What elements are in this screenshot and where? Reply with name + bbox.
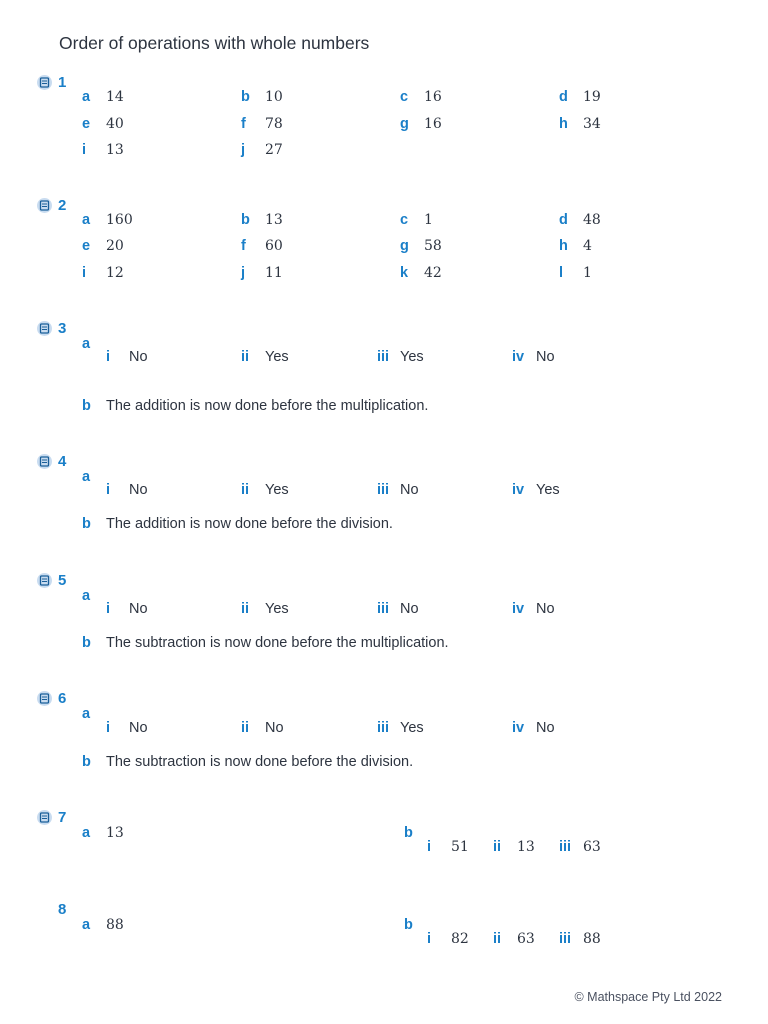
part-label: a [82, 917, 91, 933]
video-reel-icon[interactable] [37, 691, 52, 706]
part-value: 78 [265, 116, 283, 132]
subpart-value: 63 [517, 931, 535, 947]
part-label: a [82, 706, 91, 722]
subpart-label: i [106, 601, 111, 617]
part-value: 4 [583, 238, 592, 254]
part-label: b [82, 754, 91, 770]
part-label: g [400, 116, 409, 132]
part-value: 1 [583, 265, 592, 281]
page-title: Order of operations with whole numbers [59, 33, 370, 53]
subpart-label: ii [241, 720, 250, 736]
subpart-value: No [265, 720, 284, 736]
part-label: c [400, 212, 409, 228]
subpart-value: 63 [583, 839, 601, 855]
subpart-value: No [129, 720, 148, 736]
subpart-value: No [400, 482, 419, 498]
subpart-value: No [129, 482, 148, 498]
subpart-label: iv [512, 601, 525, 617]
part-value: 11 [265, 265, 283, 281]
question-number: 8 [58, 901, 67, 918]
subpart-label: i [106, 349, 111, 365]
part-label: b [241, 89, 250, 105]
part-answer-text: The subtraction is now done before the multiplication. [106, 635, 449, 651]
part-value: 48 [583, 212, 601, 228]
subpart-label: iii [377, 349, 390, 365]
subpart-label: iii [377, 601, 390, 617]
part-label: f [241, 238, 246, 254]
question-number: 3 [58, 320, 67, 337]
part-label: l [559, 265, 564, 281]
subpart-value: Yes [265, 482, 289, 498]
subpart-value: No [129, 601, 148, 617]
part-label: d [559, 89, 568, 105]
subpart-label: iv [512, 349, 525, 365]
part-value: 14 [106, 89, 124, 105]
subpart-value: 13 [517, 839, 535, 855]
part-value: 13 [265, 212, 283, 228]
part-label: j [241, 142, 246, 158]
part-label: h [559, 238, 568, 254]
subpart-value: No [129, 349, 148, 365]
part-label: b [404, 825, 413, 841]
copyright-footer: © Mathspace Pty Ltd 2022 [574, 990, 722, 1004]
part-value: 12 [106, 265, 124, 281]
subpart-value: No [400, 601, 419, 617]
part-label: b [82, 398, 91, 414]
video-reel-icon[interactable] [37, 810, 52, 825]
part-value: 27 [265, 142, 283, 158]
subpart-value: Yes [265, 349, 289, 365]
subpart-label: i [427, 931, 432, 947]
subpart-value: 51 [451, 839, 469, 855]
part-answer-text: The addition is now done before the division. [106, 516, 393, 532]
video-reel-icon[interactable] [37, 454, 52, 469]
part-answer-text: The addition is now done before the multiplication. [106, 398, 429, 414]
subpart-value: 82 [451, 931, 469, 947]
part-label: d [559, 212, 568, 228]
part-value: 19 [583, 89, 601, 105]
subpart-label: ii [241, 601, 250, 617]
part-label: a [82, 588, 91, 604]
part-label: a [82, 89, 91, 105]
subpart-value: No [536, 720, 555, 736]
part-value: 58 [424, 238, 442, 254]
subpart-label: iii [559, 931, 572, 947]
part-label: e [82, 238, 91, 254]
part-label: b [82, 516, 91, 532]
subpart-label: i [427, 839, 432, 855]
part-label: e [82, 116, 91, 132]
part-label: i [82, 142, 87, 158]
part-label: b [241, 212, 250, 228]
subpart-label: iii [377, 720, 390, 736]
subpart-label: ii [493, 839, 502, 855]
part-value: 42 [424, 265, 442, 281]
part-value: 16 [424, 89, 442, 105]
part-label: a [82, 336, 91, 352]
subpart-label: iii [377, 482, 390, 498]
video-reel-icon[interactable] [37, 75, 52, 90]
part-value: 13 [106, 142, 124, 158]
video-reel-icon[interactable] [37, 198, 52, 213]
part-value: 1 [424, 212, 433, 228]
part-value: 34 [583, 116, 601, 132]
part-label: a [82, 825, 91, 841]
part-value: 60 [265, 238, 283, 254]
question-number: 5 [58, 572, 67, 589]
subpart-label: i [106, 482, 111, 498]
part-value: 40 [106, 116, 124, 132]
part-label: h [559, 116, 568, 132]
video-reel-icon[interactable] [37, 573, 52, 588]
question-number: 4 [58, 453, 67, 470]
subpart-value: Yes [536, 482, 560, 498]
part-label: a [82, 469, 91, 485]
part-label: f [241, 116, 246, 132]
part-label: b [404, 917, 413, 933]
part-value: 13 [106, 825, 124, 841]
subpart-label: ii [241, 482, 250, 498]
subpart-value: Yes [265, 601, 289, 617]
video-reel-icon[interactable] [37, 321, 52, 336]
subpart-value: Yes [400, 349, 424, 365]
subpart-label: i [106, 720, 111, 736]
subpart-value: Yes [400, 720, 424, 736]
part-label: k [400, 265, 409, 281]
part-label: j [241, 265, 246, 281]
part-value: 20 [106, 238, 124, 254]
subpart-value: No [536, 349, 555, 365]
subpart-label: ii [241, 349, 250, 365]
subpart-label: iv [512, 720, 525, 736]
part-label: i [82, 265, 87, 281]
part-value: 10 [265, 89, 283, 105]
part-label: c [400, 89, 409, 105]
question-number: 1 [58, 74, 67, 91]
question-number: 6 [58, 690, 67, 707]
question-number: 2 [58, 197, 67, 214]
subpart-label: ii [493, 931, 502, 947]
subpart-label: iv [512, 482, 525, 498]
subpart-value: No [536, 601, 555, 617]
part-label: g [400, 238, 409, 254]
part-answer-text: The subtraction is now done before the division. [106, 754, 414, 770]
subpart-label: iii [559, 839, 572, 855]
subpart-value: 88 [583, 931, 601, 947]
part-value: 160 [106, 212, 133, 228]
question-number: 7 [58, 809, 67, 826]
part-value: 16 [424, 116, 442, 132]
part-label: a [82, 212, 91, 228]
part-label: b [82, 635, 91, 651]
part-value: 88 [106, 917, 124, 933]
